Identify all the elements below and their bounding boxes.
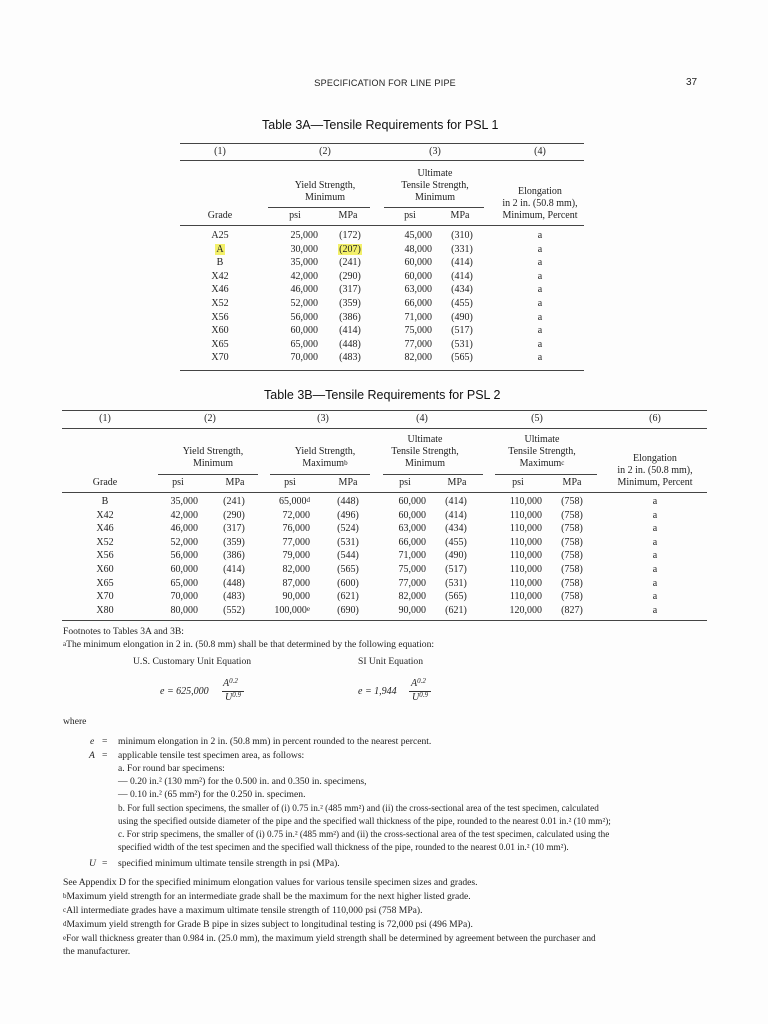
table-cell: (531) [337,536,359,548]
table-cell: 110,000 [509,496,542,507]
def-U: specified minimum ultimate tensile strength in psi (MPa). [118,858,340,869]
table-cell: 110,000 [509,523,542,535]
table-cell: (414) [223,564,245,575]
footnote-c: $^c$All intermediate grades have a maximum ultimate tensile strength of 110,000 psi (758 MPa). [63,905,423,916]
table-cell: (448) [337,496,359,507]
table-cell: (758) [561,577,583,589]
table-cell: (483) [223,591,245,603]
item-a: a. For round bar specimens: [118,763,225,774]
table-cell: 35,000 [170,496,198,507]
table-row-grade: X60 [96,564,114,575]
table-cell: (517) [445,564,467,575]
where-label: where [63,716,87,727]
table-cell: a [652,536,658,548]
table-cell: (531) [445,577,467,589]
table-cell: a [652,591,658,603]
table-cell: (758) [561,591,583,603]
table-cell: (359) [339,298,361,309]
def-e: minimum elongation in 2 in. (50.8 mm) in percent rounded to the nearest percent. [118,736,432,747]
table-cell: a [652,509,658,521]
table-cell: a [537,257,543,269]
table-cell: 60,000 [398,496,426,507]
document-page: SPECIFICATION FOR LINE PIPE 37 Table 3A—Tensile Requirements for PSL 1 (1) (2) (3) (4) Ultimate Yield Strength, Tensile Strength, Minimum Minimum Elongation in 2 in. (50.8 mm), Minimum, Percent Grade psi MPa psi MPa A25 25,000 (172) 45,000 (310) a A 30,000 (207) 48,000 (331) a B 35,000 (241) 60,000 (414) a X42 42,000 (290) 60,000 (414) a X46 46,000 (317) 63,000 (434) a X52 52,000 (359) 66,000 (455) a X56 56,000 (386) 71,000 (490) a X60 60,000 (414) 75,000 (517) a X65 65,000 (448) 77,000 (531) a X70 70,000 (483) 82,000 (565) a Table 3B—Tensile Requirements for PSL 2 (1) (2) (3) (4) (5) (6) Ultimate Ultimate Yield Strength, Yield Strength, Tensile Strength, Tensile Strength, Minimum Maximum$^b$ Minimum Maximum$^c$ Elongation in 2 in. (50.8 mm), Minimum, Percent Grade psi MPa psi MPa psi MPa psi MPa B 35,000 (241) 65,000$^d$ (448) 60,000 (414) 110,000 (758) a X42 42,000 (290) 72,000 (496) 60,000 (414) 110,000 (758) a X46 46,000 (317) 76,000 (524) 63,000 (434) 110,000 (758) a X52 52,000 (359) 77,000 (531) 66,000 (455) 110,000 (758) a X56 56,000 (386) 79,000 (544) 71,000 (490) 110,000 (758) a X60 60,000 (414) 82,000 (565) 75,000 (517) 110,000 (758) a X65 65,000 (448) 87,000 (600) 77,000 (531) 110,000 (758) a X70 70,000 (483) 90,000 (621) 82,000 (565) 110,000 (758) a X80 80,000 (552) 100,000e (690) 90,000 (621) 120,000 (827) a Footnotes to Tables 3A and 3B: $^a$The minimum elongation in 2 in. (50.8 mm) shall be that determined by the following equation: U.S. Customary Unit Equation SI Unit Equation e = 625,000 $A^{0.2}$ $U^{0.9}$ e = 1,944 $A^{0.2}$ $U^{0.9}$ where e = minimum elongation in 2 in. (50.8 mm) in percent rounded to the nearest percent. A = applicable tensile test specimen area, as follows: a. For round bar specimens: — 0.20 in.² (130 mm²) for the 0.500 in. and 0.350 in. specimens, — 0.10 in.² (65 mm²) for the 0.250 in. specimen. b. For full section specimens, the smaller of (i) 0.75 in.² (485 mm²) and (ii) the cross-sectional area of the test specimen, calculated using the specified outside diameter of the pipe and the specified wall thickness of the pipe, rounded to the nearest 0.01 in.² (10 mm²); c. For strip specimens, the smaller of (i) 0.75 in.² (485 mm²) and (ii) the cross-sectional area of the test specimen, calculated using the specified width of the test specimen and the specified wall thickness of the pipe, rounded to the nearest 0.01 in.² (10 mm²). U = specified minimum ultimate tensile strength in psi (MPa). See Appendix D for the specified minimum elongation values for various tensile specimen sizes and grades. $^b$Maximum yield strength for an intermediate grade shall be the maximum for the next higher listed grade. $^c$All intermediate grades have a maximum ultimate tensile strength of 110,000 psi (758 MPa). $^d$Maximum yield strength for Grade B pipe in sizes subject to longitudinal testing is 72,000 psi (496 MPa). $^e$For wall thickness greater than 0.984 in. (25.0 mm), the maximum yield strength shall be determined by agreement between the purchaser and the manufacturer. [0,0,768,1024]
table-row-grade: X42 [96,509,114,521]
table-cell: (552) [223,604,245,616]
table-cell: 42,000 [170,509,198,521]
table-row-grade: X70 [96,591,114,603]
table-cell: (827) [561,604,583,616]
table-cell: a [537,284,543,296]
table-cell: (386) [339,311,361,323]
table-cell: (414) [451,257,473,269]
table-cell: (290) [223,509,245,521]
table-row-grade: X46 [211,284,229,296]
table-row-grade: A [216,243,224,255]
table-cell: (317) [339,284,361,296]
table-cell: (621) [337,591,359,603]
table-row-grade: X65 [96,577,114,589]
table-cell: a [537,298,543,309]
table-cell: 110,000 [509,591,542,603]
table-cell: (414) [445,509,467,521]
table-cell: 77,000 [282,536,310,548]
table-cell: 66,000 [398,536,426,548]
table-cell: (531) [451,338,473,350]
table-cell: a [537,325,543,337]
us-equation-label: U.S. Customary Unit Equation [133,656,252,667]
table-cell: 75,000 [404,325,432,337]
footnote-e: $^e$For wall thickness greater than 0.984 in. (25.0 mm), the maximum yield strength shall be determined by agreement between the purchaser and [63,934,596,944]
table-cell: 110,000 [509,536,542,548]
table-cell: 87,000 [282,577,310,589]
table-cell: 77,000 [404,338,432,350]
table-row-grade: X80 [96,604,114,616]
table-cell: a [652,577,658,589]
table-3b-bottom-rule [62,620,707,621]
table-cell: (207) [339,243,361,255]
table-cell: 60,000 [404,257,432,269]
table-cell: 120,000 [509,604,542,616]
table-cell: 42,000 [290,270,318,282]
table-cell: (565) [445,591,467,603]
table-cell: (490) [445,550,467,562]
table-cell: 45,000 [404,230,432,241]
table-cell: (241) [339,257,361,269]
table-cell: 65,000 [290,338,318,350]
si-equation-label: SI Unit Equation [358,656,424,667]
table-cell: (690) [337,604,359,616]
table-cell: 90,000 [398,604,426,616]
table-cell: (517) [451,325,473,337]
table-row-grade: X42 [211,270,229,282]
table-cell: (455) [451,298,473,309]
appendix-note: See Appendix D for the specified minimum elongation values for various tensile specimen sizes and grades. [63,877,478,888]
table-cell: 77,000 [398,577,426,589]
table-cell: (172) [339,230,361,241]
table-cell: 46,000 [170,523,198,535]
table-cell: 72,000 [282,509,310,521]
table-cell: (290) [339,270,361,282]
table-cell: 56,000 [290,311,318,323]
table-cell: 63,000 [398,523,426,535]
table-cell: (758) [561,564,583,575]
table-row-grade: B [101,496,109,507]
table-cell: (414) [445,496,467,507]
item-b: b. For full section specimens, the smaller of (i) 0.75 in.² (485 mm²) and (ii) the cross-sectional area of the test specimen, calculated [118,803,599,813]
table-cell: (758) [561,550,583,562]
table-cell: (565) [337,564,359,575]
table-row-grade: X60 [211,325,229,337]
var-e: e [90,736,95,747]
table-cell: 65,000 [170,577,198,589]
table-cell: (758) [561,509,583,521]
table-3a-caption: Table 3A—Tensile Requirements for PSL 1 [262,118,499,132]
table-cell: 79,000 [282,550,310,562]
table-row-grade: X65 [211,338,229,350]
table-cell: (331) [451,243,473,255]
table-cell: (496) [337,509,359,521]
table-cell: (490) [451,311,473,323]
table-cell: 110,000 [509,509,542,521]
var-A: A [89,750,95,761]
table-cell: 52,000 [170,536,198,548]
table-cell: (758) [561,496,583,507]
table-cell: (758) [561,536,583,548]
table-cell: 65,000$^d$ [279,496,310,507]
table-row-grade: X52 [211,298,229,309]
var-U: U [89,858,96,869]
table-cell: a [652,564,658,575]
table-cell: (758) [561,523,583,535]
table-cell: (241) [223,496,245,507]
table-cell: 25,000 [290,230,318,241]
table-cell: (448) [339,338,361,350]
table-row-grade: X56 [96,550,114,562]
table-row-grade: X70 [211,352,229,364]
table-cell: 70,000 [290,352,318,364]
table-cell: 110,000 [509,577,542,589]
table-cell: 80,000 [170,604,198,616]
table-3b-caption: Table 3B—Tensile Requirements for PSL 2 [264,388,501,402]
table-cell: 70,000 [170,591,198,603]
table-cell: 60,000 [290,325,318,337]
table-cell: 90,000 [282,591,310,603]
table-cell: a [537,270,543,282]
table-cell: (483) [339,352,361,364]
table-cell: (448) [223,577,245,589]
table-cell: 60,000 [170,564,198,575]
table-cell: a [652,550,658,562]
table-cell: 48,000 [404,243,432,255]
table-cell: 46,000 [290,284,318,296]
table-cell: 110,000 [509,564,542,575]
table-cell: (434) [451,284,473,296]
table-cell: 63,000 [404,284,432,296]
table-cell: 75,000 [398,564,426,575]
table-cell: a [537,338,543,350]
table-cell: 100,000e [274,604,310,616]
item-c: c. For strip specimens, the smaller of (i) 0.75 in.² (485 mm²) and (ii) the cross-sectional area of the test specimen, calculated using the [118,829,610,839]
table-cell: 82,000 [398,591,426,603]
table-cell: a [652,523,658,535]
footnote-a: $^a$The minimum elongation in 2 in. (50.8 mm) shall be that determined by the following equation: [63,639,435,650]
table-cell: (434) [445,523,467,535]
table-cell: 71,000 [404,311,432,323]
table-row-grade: X56 [211,311,229,323]
footnote-b: $^b$Maximum yield strength for an intermediate grade shall be the maximum for the next higher listed grade. [63,891,471,902]
table-cell: 82,000 [282,564,310,575]
table-cell: 71,000 [398,550,426,562]
table-cell: a [652,604,658,616]
table-row-grade: A25 [211,230,229,241]
def-A: applicable tensile test specimen area, as follows: [118,750,305,761]
table-cell: (414) [339,325,361,337]
table-cell: 60,000 [404,270,432,282]
table-cell: a [652,496,658,507]
table-cell: a [537,352,543,364]
table-3b-top-rule [62,410,707,411]
table-row-grade: X46 [96,523,114,535]
table-cell: 66,000 [404,298,432,309]
footnote-d: $^d$Maximum yield strength for Grade B pipe in sizes subject to longitudinal testing is 72,000 psi (496 MPa). [63,919,473,930]
table-cell: (565) [451,352,473,364]
table-cell: a [537,311,543,323]
table-cell: 60,000 [398,509,426,521]
page-number: 37 [686,77,698,88]
table-cell: a [537,243,543,255]
table-cell: 82,000 [404,352,432,364]
table-cell: 52,000 [290,298,318,309]
table-3a-bottom-rule [180,370,584,371]
table-cell: (310) [451,230,473,241]
table-cell: (524) [337,523,359,535]
table-cell: (544) [337,550,359,562]
table-cell: 76,000 [282,523,310,535]
table-cell: (386) [223,550,245,562]
table-cell: (317) [223,523,245,535]
footnotes-title: Footnotes to Tables 3A and 3B: [63,626,184,637]
table-cell: (621) [445,604,467,616]
table-cell: (600) [337,577,359,589]
table-cell: 110,000 [509,550,542,562]
table-3a-top-rule [180,143,584,144]
table-cell: (359) [223,536,245,548]
table-cell: (414) [451,270,473,282]
table-cell: 30,000 [290,243,318,255]
table-cell: 35,000 [290,257,318,269]
table-row-grade: B [216,257,224,269]
table-row-grade: X52 [96,536,114,548]
table-cell: 56,000 [170,550,198,562]
running-header: SPECIFICATION FOR LINE PIPE [314,78,456,89]
table-cell: (455) [445,536,467,548]
table-cell: a [537,230,543,241]
